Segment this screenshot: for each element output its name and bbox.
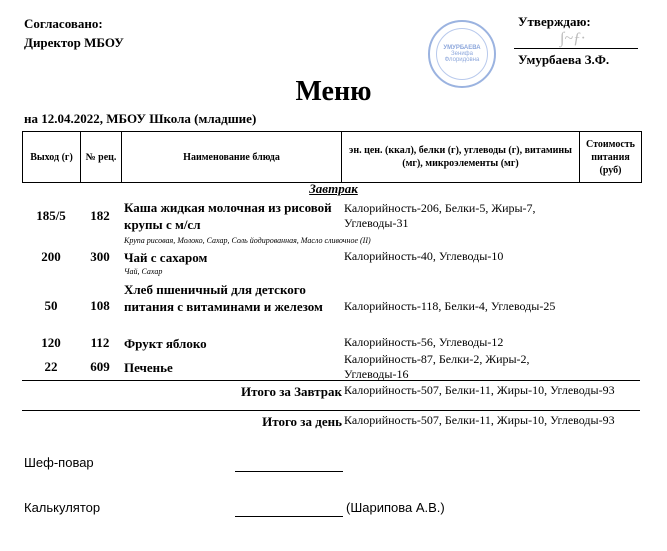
stamp-line: Зенифа xyxy=(451,51,473,57)
recipe-number: 112 xyxy=(90,335,110,350)
nutrition: Калорийность-206, Белки-5, Жиры-7, Углеводы-31 xyxy=(344,201,536,230)
agreed-label: Согласовано: xyxy=(24,16,103,31)
recipe-number: 182 xyxy=(90,208,110,223)
output: 200 xyxy=(41,249,61,264)
signature-line xyxy=(514,48,638,49)
dish-name: Чай с сахаром xyxy=(124,250,208,265)
total-label: Итого за Завтрак xyxy=(241,384,342,399)
dish-name: Хлеб пшеничный для детского питания с витаминами и железом xyxy=(124,282,323,314)
approve-label: Утверждаю: xyxy=(518,14,591,29)
total-value: Калорийность-507, Белки-11, Жиры-10, Углеводы-93 xyxy=(344,383,615,397)
output: 120 xyxy=(41,335,61,350)
calculator-label: Калькулятор xyxy=(24,500,101,515)
col-cost: Стоимость питания (руб) xyxy=(580,132,642,183)
chef-label: Шеф-повар xyxy=(24,455,94,470)
recipe-number: 609 xyxy=(90,359,110,374)
output: 50 xyxy=(44,298,58,313)
stamp-line: УМУРБАЕВА xyxy=(443,45,481,51)
dish-name: Печенье xyxy=(124,360,173,375)
col-dish-name: Наименование блюда xyxy=(122,132,342,183)
page-title: Меню xyxy=(295,76,372,107)
ingredients: Чай, Сахар xyxy=(124,267,163,276)
page-subtitle: на 12.04.2022, МБОУ Школа (младшие) xyxy=(24,111,257,126)
total-value: Калорийность-507, Белки-11, Жиры-10, Углеводы-93 xyxy=(344,413,615,427)
dish-name: Каша жидкая молочная из рисовой крупы с м/сл xyxy=(124,200,332,232)
total-day xyxy=(22,410,640,441)
ingredients: Крупа рисовая, Молоко, Сахар, Соль йодированная, Масло сливочное (II) xyxy=(124,236,371,245)
dish-name: Фрукт яблоко xyxy=(124,336,207,351)
director-title: Директор МБОУ xyxy=(24,35,124,50)
signature-icon: ∫~ƒ· xyxy=(560,30,586,47)
stamp-line: Флоридовна xyxy=(444,57,480,63)
output: 185/5 xyxy=(36,208,66,223)
section-title: Завтрак xyxy=(309,181,358,196)
chef-signature-line xyxy=(235,471,343,472)
menu-table-header xyxy=(22,131,642,183)
col-output: Выход (г) xyxy=(23,132,81,183)
nutrition: Калорийность-87, Белки-2, Жиры-2, Углеводы-16 xyxy=(344,352,530,381)
recipe-number: 108 xyxy=(90,298,110,313)
nutrition: Калорийность-40, Углеводы-10 xyxy=(344,249,504,263)
recipe-number: 300 xyxy=(90,249,110,264)
nutrition: Калорийность-56, Углеводы-12 xyxy=(344,335,504,349)
nutrition: Калорийность-118, Белки-4, Углеводы-25 xyxy=(344,299,556,313)
col-recipe: № рец. xyxy=(81,132,122,183)
total-breakfast xyxy=(22,380,640,411)
col-nutrition: эн. цен. (ккал), белки (г), углеводы (г), витамины (мг), микроэлементы (мг) xyxy=(342,132,580,183)
approval-block xyxy=(24,14,124,52)
calculator-signature-line xyxy=(235,516,343,517)
output: 22 xyxy=(44,359,58,374)
director-name: Умурбаева З.Ф. xyxy=(518,52,610,67)
total-label: Итого за день xyxy=(262,414,342,429)
calculator-name: (Шарипова А.В.) xyxy=(346,500,445,515)
